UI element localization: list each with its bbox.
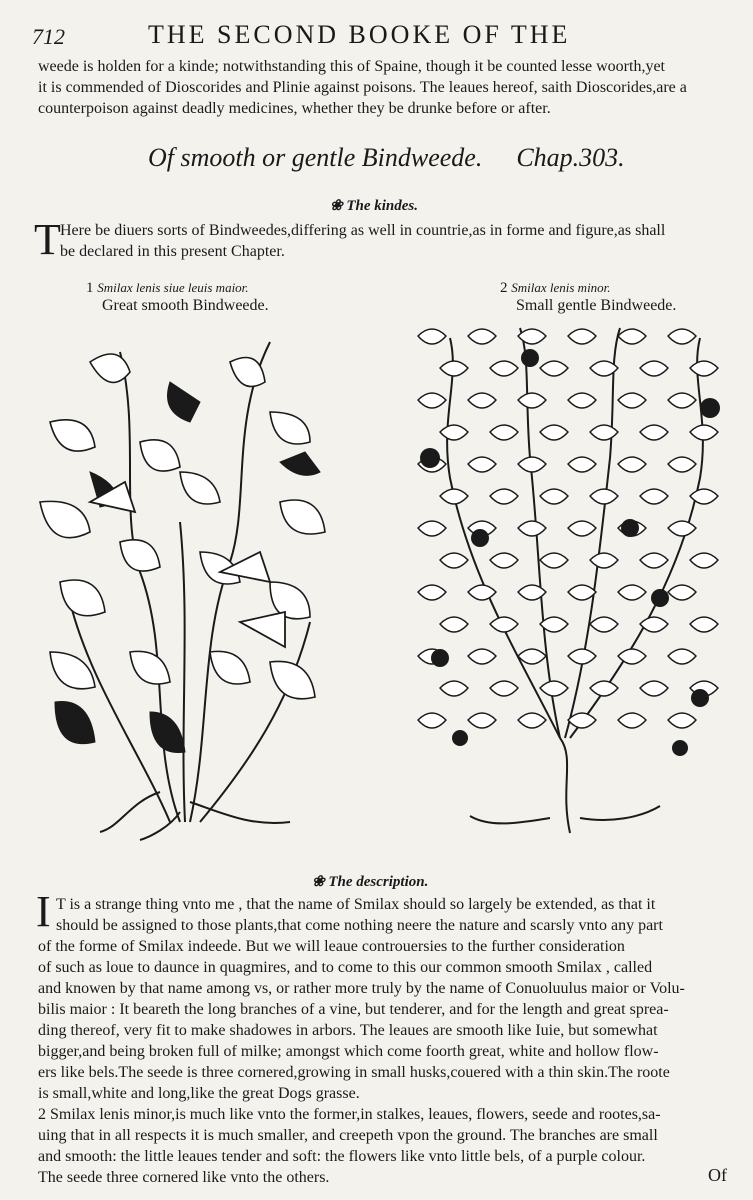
leaf-mark — [490, 681, 518, 696]
leaf-mark — [590, 489, 618, 504]
fleuron-icon: ❀ — [330, 198, 347, 214]
leaf-mark — [518, 393, 546, 408]
leaf-mark — [468, 649, 496, 664]
figure-caption-1: 1 Smilax lenis siue leuis maior. Great smooth Bindweede. — [86, 280, 269, 314]
leaf-mark — [568, 393, 596, 408]
chapter-heading — [148, 143, 625, 173]
leaf-mark — [468, 585, 496, 600]
kindes-paragraph — [60, 220, 740, 262]
leaf-mark — [618, 713, 646, 728]
leaf-mark — [640, 361, 668, 376]
leaf-mark — [590, 681, 618, 696]
text-line: and knowen by that name among vs, or rather more truly by the name of Conuoluulus maior or Volu- — [38, 980, 685, 997]
leaf-mark — [590, 553, 618, 568]
text-line: The seede three cornered like vnto the others. — [38, 1169, 330, 1186]
woodcut-small-bindweed — [410, 318, 730, 843]
leaf-mark — [468, 457, 496, 472]
leaf-mark — [540, 425, 568, 440]
description-paragraph-2 — [38, 936, 740, 1188]
leaf-mark — [490, 361, 518, 376]
leaf-mark — [440, 425, 468, 440]
text-line: weede is holden for a kinde; notwithstanding this of Spaine, though it be counted lesse woorth,yet — [38, 58, 665, 75]
leaf-mark — [690, 361, 718, 376]
leaf-mark — [690, 617, 718, 632]
leaf-mark — [590, 617, 618, 632]
leaf-mark — [490, 553, 518, 568]
running-title: THE SECOND BOOKE OF THE — [148, 20, 571, 49]
figure-english-name: Small gentle Bindweede. — [516, 297, 677, 314]
description-heading: ❀ The description. — [312, 874, 429, 890]
leaf-mark — [568, 649, 596, 664]
running-header — [0, 20, 753, 50]
leaf-mark — [440, 617, 468, 632]
leaf-mark — [518, 649, 546, 664]
leaf-mark — [440, 553, 468, 568]
text-line: 2 Smilax lenis minor,is much like vnto the former,in stalkes, leaues, flowers, seede and rootes,sa- — [38, 1106, 661, 1123]
leaf-mark — [518, 329, 546, 344]
description-paragraph-1 — [56, 894, 740, 936]
leaf-mark — [540, 361, 568, 376]
chapter-title: Of smooth or gentle Bindweede. — [148, 143, 483, 172]
text-line: be declared in this present Chapter. — [60, 243, 285, 260]
leaf-mark — [418, 713, 446, 728]
text-line: should be assigned to those plants,that come nothing neere the nature and scarsly vnto any part — [56, 917, 663, 934]
catchword: Of — [708, 1165, 727, 1185]
woodcut-great-bindweed — [30, 322, 350, 842]
leaf-mark — [440, 361, 468, 376]
text-line: counterpoison against deadly medicines, whether they be drunke before or after. — [38, 100, 551, 117]
leaf-mark — [418, 585, 446, 600]
leaf-mark — [618, 329, 646, 344]
leaf-mark — [490, 425, 518, 440]
leaf-mark — [418, 329, 446, 344]
leaf-mark — [468, 393, 496, 408]
text-line: uing that in all respects it is much smaller, and creepeth vpon the ground. The branches are small — [38, 1127, 658, 1144]
leaf-mark — [490, 489, 518, 504]
leaf-mark — [640, 617, 668, 632]
text-line: Here be diuers sorts of Bindweedes,differing as well in countrie,as in forme and figure,as shall — [60, 222, 666, 239]
leaf-mark — [640, 489, 668, 504]
text-line: bilis maior : It beareth the long branches of a vine, but tenderer, and for the length and great sprea- — [38, 1001, 669, 1018]
leaf-mark — [668, 585, 696, 600]
leaf-mark — [568, 521, 596, 536]
leaf-mark — [418, 393, 446, 408]
leaf-mark — [690, 425, 718, 440]
kindes-heading: ❀ The kindes. — [330, 198, 418, 214]
leaf-mark — [418, 521, 446, 536]
leaf-mark — [640, 425, 668, 440]
text-line: ers like bels.The seede is three cornered,growing in small husks,couered with a thin skin.The roote — [38, 1064, 670, 1081]
figure-caption-2: 2 Smilax lenis minor. Small gentle Bindweede. — [500, 280, 677, 314]
drop-cap: T — [34, 215, 61, 264]
leaf-mark — [568, 585, 596, 600]
text-line: of the forme of Smilax indeede. But we will leaue controuersies to the further consideration — [38, 938, 625, 955]
text-line: T is a strange thing vnto me , that the name of Smilax should so largely be extended, as that it — [56, 896, 656, 913]
leaf-mark — [618, 457, 646, 472]
leaf-mark — [668, 393, 696, 408]
leaf-mark — [618, 393, 646, 408]
text-line: bigger,and being broken full of milke; amongst which come foorth great, white and hollow flow- — [38, 1043, 659, 1060]
leaf-mark — [668, 457, 696, 472]
page-number: 712 — [32, 24, 65, 49]
text-line: of such as loue to daunce in quagmires, and to come to this our common smooth Smilax , called — [38, 959, 653, 976]
leaf-mark — [540, 489, 568, 504]
leaf-mark — [440, 489, 468, 504]
drop-cap: I — [36, 887, 51, 936]
intro-paragraph — [38, 56, 738, 119]
leaf-mark — [568, 329, 596, 344]
leaf-mark — [468, 329, 496, 344]
chapter-number: Chap.303. — [516, 143, 625, 172]
leaf-mark — [668, 521, 696, 536]
leaf-mark — [590, 425, 618, 440]
leaf-mark — [668, 649, 696, 664]
leaf-mark — [668, 713, 696, 728]
figure-latin-name: Smilax lenis siue leuis maior. — [97, 280, 249, 295]
leaf-mark — [568, 713, 596, 728]
leaf-mark — [540, 553, 568, 568]
leaf-mark — [640, 553, 668, 568]
figure-english-name: Great smooth Bindweede. — [102, 297, 269, 314]
leaf-mark — [640, 681, 668, 696]
figure-latin-name: Smilax lenis minor. — [511, 280, 611, 295]
leaf-mark — [568, 457, 596, 472]
leaf-mark — [668, 329, 696, 344]
leaf-mark — [518, 457, 546, 472]
leaf-mark — [518, 713, 546, 728]
leaf-mark — [518, 521, 546, 536]
leaf-mark — [440, 681, 468, 696]
text-line: ding thereof, very fit to make shadowes in arbors. The leaues are smooth like Iuie, but somewhat — [38, 1022, 658, 1039]
fleuron-icon: ❀ — [312, 874, 329, 890]
leaf-mark — [618, 585, 646, 600]
text-line: it is commended of Dioscorides and Plinie against poisons. The leaues hereof, saith Dioscorides,are a — [38, 79, 687, 96]
text-line: is small,white and long,like the great Dogs grasse. — [38, 1085, 360, 1102]
leaf-mark — [540, 681, 568, 696]
leaf-mark — [468, 713, 496, 728]
leaf-mark — [490, 617, 518, 632]
leaf-mark — [690, 553, 718, 568]
text-line: and smooth: the little leaues tender and soft: the flowers like vnto little bels, of a purple colour. — [38, 1148, 646, 1165]
